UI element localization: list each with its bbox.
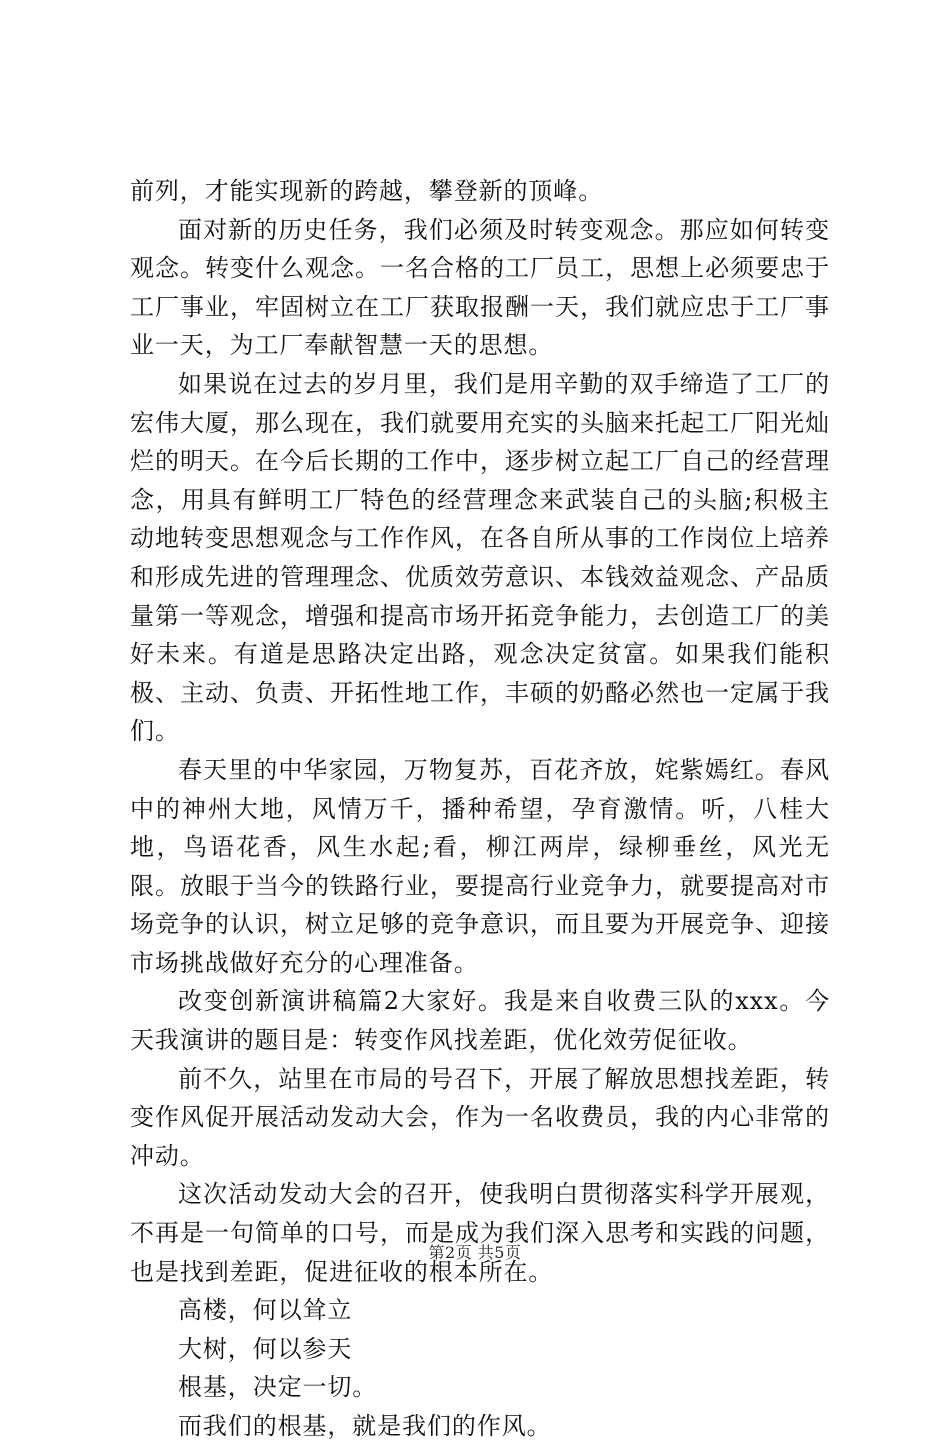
paragraph: 如果说在过去的岁月里，我们是用辛勤的双手缔造了工厂的宏伟大厦，那么现在，我们就要用充实的头脑来托起工厂阳光灿烂的明天。在今后长期的工作中，逐步树立起工厂自己的经营理念，用具有鲜明工厂特色的经营理念来武装自己的头脑;积极主动地转变思想观念与工作作风，在各自所从事的工作岗位上培养和形成先进的管理理念、优质效劳意识、本钱效益观念、产品质量第一等观念，增强和提高市场开拓竞争能力，去创造工厂的美好未来。有道是思路决定出路，观念决定贫富。如果我们能积极、主动、负责、开拓性地工作，丰硕的奶酪必然也一定属于我们。 (130, 369, 830, 746)
paragraph: 前不久，站里在市局的号召下，开展了解放思想找差距，转变作风促开展活动发动大会，作为一名收费员，我的内心非常的冲动。 (130, 1064, 830, 1170)
paragraph-continuation: 前列，才能实现新的跨越，攀登新的顶峰。 (130, 177, 604, 205)
paragraph: 春天里的中华家园，万物复苏，百花齐放，姹紫嫣红。春风中的神州大地，风情万千，播种希望，孕育激情。听，八桂大地，鸟语花香，风生水起;看，柳江两岸，绿柳垂丝，风光无限。放眼于当今的铁路行业，要提高行业竞争力，就要提高对市场竞争的认识，树立足够的竞争意识，而且要为开展竞争、迎接市场挑战做好充分的心理准备。 (130, 755, 830, 977)
poem-line: 高楼，何以耸立 (178, 1296, 353, 1325)
paragraph: 这次活动发动大会的召开，使我明白贯彻落实科学开展观，不再是一句简单的口号，而是成为我们深入思考和实践的问题，也是找到差距，促进征收的根本所在。 (130, 1180, 830, 1286)
paragraph: 面对新的历史任务，我们必须及时转变观念。那应如何转变观念。转变什么观念。一名合格的工厂员工，思想上必须要忠于工厂事业，牢固树立在工厂获取报酬一天，我们就应忠于工厂事业一天，为工厂奉献智慧一天的思想。 (130, 215, 830, 360)
page-number-footer: 第2页 共5页 (428, 1243, 522, 1262)
paragraph: 而我们的根基，就是我们的作风。 (178, 1412, 552, 1440)
poem-line: 大树，何以参天 (178, 1334, 353, 1363)
paragraph: 改变创新演讲稿篇2大家好。我是来自收费三队的xxx。今天我演讲的题目是：转变作风找差距，优化效劳促征收。 (130, 987, 830, 1055)
poem-line: 根基，决定一切。 (178, 1373, 378, 1402)
